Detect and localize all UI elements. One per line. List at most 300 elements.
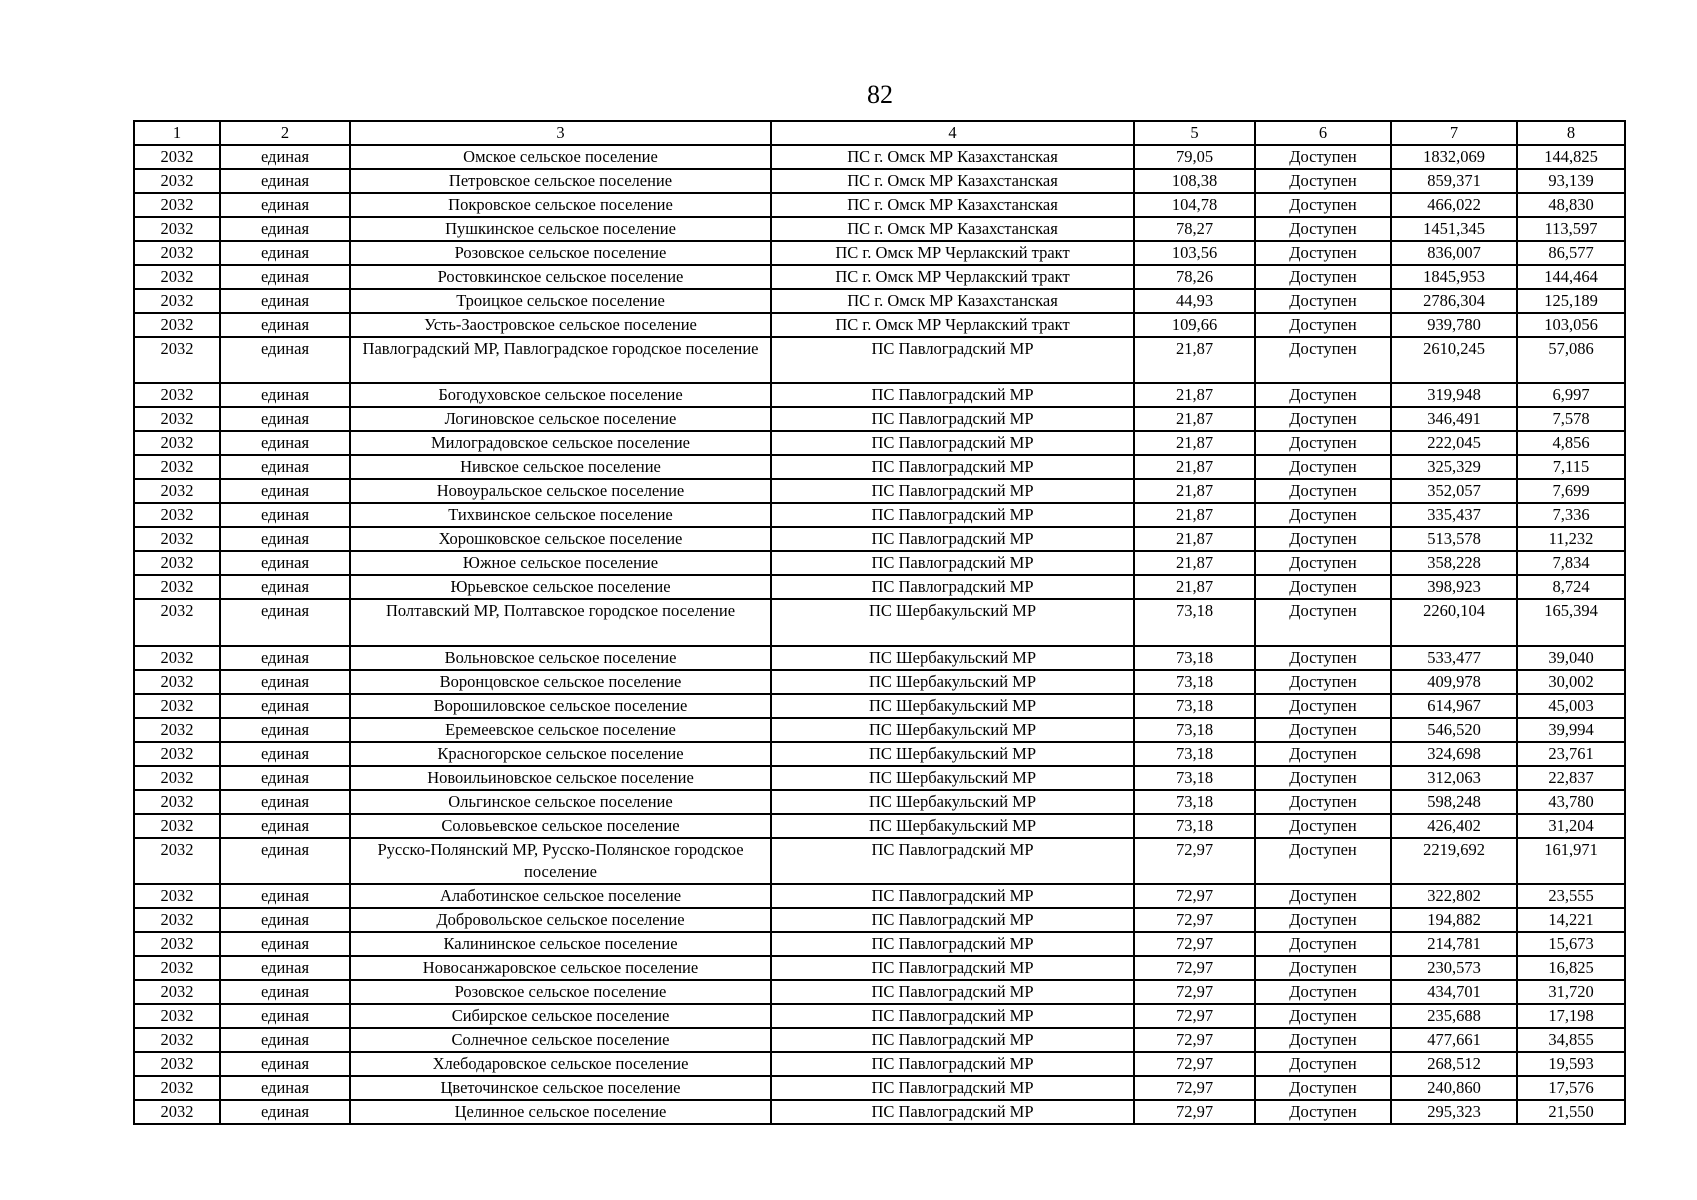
volume-cell: 2786,304 bbox=[1391, 289, 1517, 313]
year-cell: 2032 bbox=[134, 407, 220, 431]
year-cell: 2032 bbox=[134, 956, 220, 980]
substation-cell: ПС Шербакульский МР bbox=[771, 766, 1134, 790]
load-cell: 4,856 bbox=[1517, 431, 1625, 455]
substation-cell: ПС г. Омск МР Черлакский тракт bbox=[771, 313, 1134, 337]
table-row bbox=[134, 599, 1625, 646]
volume-cell: 434,701 bbox=[1391, 980, 1517, 1004]
settlement-cell: Логиновское сельское поселение bbox=[350, 407, 771, 431]
volume-cell: 352,057 bbox=[1391, 479, 1517, 503]
value-cell: 72,97 bbox=[1134, 908, 1255, 932]
value-cell: 73,18 bbox=[1134, 718, 1255, 742]
load-cell: 43,780 bbox=[1517, 790, 1625, 814]
year-cell: 2032 bbox=[134, 884, 220, 908]
variant-cell: единая bbox=[220, 1100, 350, 1124]
table-row bbox=[134, 718, 1625, 742]
volume-cell: 335,437 bbox=[1391, 503, 1517, 527]
year-cell: 2032 bbox=[134, 575, 220, 599]
volume-cell: 312,063 bbox=[1391, 766, 1517, 790]
table-row bbox=[134, 313, 1625, 337]
column-header: 7 bbox=[1391, 121, 1517, 145]
table-row bbox=[134, 814, 1625, 838]
status-cell: Доступен bbox=[1255, 646, 1391, 670]
volume-cell: 240,860 bbox=[1391, 1076, 1517, 1100]
variant-cell: единая bbox=[220, 527, 350, 551]
value-cell: 73,18 bbox=[1134, 646, 1255, 670]
volume-cell: 2610,245 bbox=[1391, 337, 1517, 383]
table-row bbox=[134, 932, 1625, 956]
year-cell: 2032 bbox=[134, 479, 220, 503]
volume-cell: 614,967 bbox=[1391, 694, 1517, 718]
status-cell: Доступен bbox=[1255, 980, 1391, 1004]
table-row bbox=[134, 766, 1625, 790]
substation-cell: ПС Шербакульский МР bbox=[771, 694, 1134, 718]
load-cell: 23,555 bbox=[1517, 884, 1625, 908]
status-cell: Доступен bbox=[1255, 742, 1391, 766]
status-cell: Доступен bbox=[1255, 455, 1391, 479]
variant-cell: единая bbox=[220, 503, 350, 527]
status-cell: Доступен bbox=[1255, 814, 1391, 838]
value-cell: 72,97 bbox=[1134, 838, 1255, 884]
status-cell: Доступен bbox=[1255, 217, 1391, 241]
settlement-cell: Солнечное сельское поселение bbox=[350, 1028, 771, 1052]
year-cell: 2032 bbox=[134, 790, 220, 814]
status-cell: Доступен bbox=[1255, 479, 1391, 503]
status-cell: Доступен bbox=[1255, 838, 1391, 884]
load-cell: 7,834 bbox=[1517, 551, 1625, 575]
substation-cell: ПС г. Омск МР Казахстанская bbox=[771, 193, 1134, 217]
load-cell: 144,825 bbox=[1517, 145, 1625, 169]
table-header-row bbox=[134, 121, 1625, 145]
settlement-cell: Тихвинское сельское поселение bbox=[350, 503, 771, 527]
volume-cell: 426,402 bbox=[1391, 814, 1517, 838]
volume-cell: 230,573 bbox=[1391, 956, 1517, 980]
load-cell: 11,232 bbox=[1517, 527, 1625, 551]
year-cell: 2032 bbox=[134, 838, 220, 884]
load-cell: 57,086 bbox=[1517, 337, 1625, 383]
year-cell: 2032 bbox=[134, 431, 220, 455]
year-cell: 2032 bbox=[134, 313, 220, 337]
variant-cell: единая bbox=[220, 145, 350, 169]
settlement-cell: Калининское сельское поселение bbox=[350, 932, 771, 956]
volume-cell: 1451,345 bbox=[1391, 217, 1517, 241]
table-row bbox=[134, 217, 1625, 241]
load-cell: 45,003 bbox=[1517, 694, 1625, 718]
table-row bbox=[134, 431, 1625, 455]
status-cell: Доступен bbox=[1255, 289, 1391, 313]
settlement-cell: Новосанжаровское сельское поселение bbox=[350, 956, 771, 980]
substation-cell: ПС Павлоградский МР bbox=[771, 455, 1134, 479]
substation-cell: ПС Павлоградский МР bbox=[771, 575, 1134, 599]
volume-cell: 859,371 bbox=[1391, 169, 1517, 193]
variant-cell: единая bbox=[220, 241, 350, 265]
load-cell: 39,994 bbox=[1517, 718, 1625, 742]
settlement-cell: Соловьевское сельское поселение bbox=[350, 814, 771, 838]
substation-cell: ПС Павлоградский МР bbox=[771, 527, 1134, 551]
variant-cell: единая bbox=[220, 694, 350, 718]
substation-cell: ПС Шербакульский МР bbox=[771, 646, 1134, 670]
volume-cell: 598,248 bbox=[1391, 790, 1517, 814]
volume-cell: 358,228 bbox=[1391, 551, 1517, 575]
value-cell: 21,87 bbox=[1134, 455, 1255, 479]
load-cell: 17,198 bbox=[1517, 1004, 1625, 1028]
substation-cell: ПС г. Омск МР Казахстанская bbox=[771, 289, 1134, 313]
substation-cell: ПС Шербакульский МР bbox=[771, 670, 1134, 694]
table-row bbox=[134, 790, 1625, 814]
status-cell: Доступен bbox=[1255, 1028, 1391, 1052]
variant-cell: единая bbox=[220, 455, 350, 479]
load-cell: 14,221 bbox=[1517, 908, 1625, 932]
volume-cell: 322,802 bbox=[1391, 884, 1517, 908]
settlement-cell: Петровское сельское поселение bbox=[350, 169, 771, 193]
year-cell: 2032 bbox=[134, 193, 220, 217]
load-cell: 6,997 bbox=[1517, 383, 1625, 407]
substation-cell: ПС Шербакульский МР bbox=[771, 742, 1134, 766]
load-cell: 125,189 bbox=[1517, 289, 1625, 313]
settlement-cell: Хлебодаровское сельское поселение bbox=[350, 1052, 771, 1076]
table-row bbox=[134, 265, 1625, 289]
substation-cell: ПС Шербакульский МР bbox=[771, 790, 1134, 814]
variant-cell: единая bbox=[220, 337, 350, 383]
year-cell: 2032 bbox=[134, 169, 220, 193]
load-cell: 93,139 bbox=[1517, 169, 1625, 193]
variant-cell: единая bbox=[220, 407, 350, 431]
volume-cell: 546,520 bbox=[1391, 718, 1517, 742]
status-cell: Доступен bbox=[1255, 1004, 1391, 1028]
volume-cell: 194,882 bbox=[1391, 908, 1517, 932]
settlement-cell: Хорошковское сельское поселение bbox=[350, 527, 771, 551]
table-row bbox=[134, 193, 1625, 217]
volume-cell: 939,780 bbox=[1391, 313, 1517, 337]
load-cell: 16,825 bbox=[1517, 956, 1625, 980]
load-cell: 19,593 bbox=[1517, 1052, 1625, 1076]
settlement-cell: Полтавский МР, Полтавское городское поселение bbox=[350, 599, 771, 646]
substation-cell: ПС Павлоградский МР bbox=[771, 431, 1134, 455]
year-cell: 2032 bbox=[134, 1100, 220, 1124]
load-cell: 22,837 bbox=[1517, 766, 1625, 790]
year-cell: 2032 bbox=[134, 1004, 220, 1028]
year-cell: 2032 bbox=[134, 670, 220, 694]
value-cell: 72,97 bbox=[1134, 1004, 1255, 1028]
status-cell: Доступен bbox=[1255, 670, 1391, 694]
volume-cell: 1845,953 bbox=[1391, 265, 1517, 289]
settlement-cell: Сибирское сельское поселение bbox=[350, 1004, 771, 1028]
substation-cell: ПС Павлоградский МР bbox=[771, 1028, 1134, 1052]
variant-cell: единая bbox=[220, 217, 350, 241]
table-row bbox=[134, 980, 1625, 1004]
variant-cell: единая bbox=[220, 1076, 350, 1100]
value-cell: 73,18 bbox=[1134, 694, 1255, 718]
value-cell: 21,87 bbox=[1134, 431, 1255, 455]
status-cell: Доступен bbox=[1255, 169, 1391, 193]
volume-cell: 319,948 bbox=[1391, 383, 1517, 407]
settlement-cell: Воронцовское сельское поселение bbox=[350, 670, 771, 694]
settlement-cell: Павлоградский МР, Павлоградское городское поселение bbox=[350, 337, 771, 383]
table-row bbox=[134, 884, 1625, 908]
settlement-cell: Богодуховское сельское поселение bbox=[350, 383, 771, 407]
year-cell: 2032 bbox=[134, 241, 220, 265]
volume-cell: 346,491 bbox=[1391, 407, 1517, 431]
substation-cell: ПС Павлоградский МР bbox=[771, 932, 1134, 956]
settlement-cell: Нивское сельское поселение bbox=[350, 455, 771, 479]
value-cell: 21,87 bbox=[1134, 383, 1255, 407]
load-cell: 86,577 bbox=[1517, 241, 1625, 265]
substation-cell: ПС Павлоградский МР bbox=[771, 407, 1134, 431]
load-cell: 103,056 bbox=[1517, 313, 1625, 337]
substation-cell: ПС Павлоградский МР bbox=[771, 980, 1134, 1004]
substation-cell: ПС Павлоградский МР bbox=[771, 551, 1134, 575]
load-cell: 7,699 bbox=[1517, 479, 1625, 503]
variant-cell: единая bbox=[220, 908, 350, 932]
settlement-cell: Красногорское сельское поселение bbox=[350, 742, 771, 766]
year-cell: 2032 bbox=[134, 289, 220, 313]
status-cell: Доступен bbox=[1255, 551, 1391, 575]
variant-cell: единая bbox=[220, 1028, 350, 1052]
year-cell: 2032 bbox=[134, 527, 220, 551]
value-cell: 72,97 bbox=[1134, 1028, 1255, 1052]
volume-cell: 409,978 bbox=[1391, 670, 1517, 694]
year-cell: 2032 bbox=[134, 145, 220, 169]
table-row bbox=[134, 527, 1625, 551]
value-cell: 73,18 bbox=[1134, 670, 1255, 694]
variant-cell: единая bbox=[220, 575, 350, 599]
table-row bbox=[134, 1076, 1625, 1100]
settlement-cell: Юрьевское сельское поселение bbox=[350, 575, 771, 599]
variant-cell: единая bbox=[220, 814, 350, 838]
status-cell: Доступен bbox=[1255, 766, 1391, 790]
table-row bbox=[134, 694, 1625, 718]
table-row bbox=[134, 908, 1625, 932]
volume-cell: 214,781 bbox=[1391, 932, 1517, 956]
column-header: 6 bbox=[1255, 121, 1391, 145]
substation-cell: ПС г. Омск МР Казахстанская bbox=[771, 169, 1134, 193]
settlement-cell: Розовское сельское поселение bbox=[350, 980, 771, 1004]
variant-cell: единая bbox=[220, 289, 350, 313]
variant-cell: единая bbox=[220, 551, 350, 575]
status-cell: Доступен bbox=[1255, 313, 1391, 337]
settlement-cell: Южное сельское поселение bbox=[350, 551, 771, 575]
value-cell: 108,38 bbox=[1134, 169, 1255, 193]
table-row bbox=[134, 742, 1625, 766]
year-cell: 2032 bbox=[134, 646, 220, 670]
year-cell: 2032 bbox=[134, 217, 220, 241]
load-cell: 161,971 bbox=[1517, 838, 1625, 884]
status-cell: Доступен bbox=[1255, 431, 1391, 455]
value-cell: 21,87 bbox=[1134, 551, 1255, 575]
value-cell: 79,05 bbox=[1134, 145, 1255, 169]
settlement-cell: Алаботинское сельское поселение bbox=[350, 884, 771, 908]
volume-cell: 2219,692 bbox=[1391, 838, 1517, 884]
substation-cell: ПС Павлоградский МР bbox=[771, 956, 1134, 980]
status-cell: Доступен bbox=[1255, 790, 1391, 814]
settlement-cell: Ольгинское сельское поселение bbox=[350, 790, 771, 814]
value-cell: 73,18 bbox=[1134, 814, 1255, 838]
substation-cell: ПС Павлоградский МР bbox=[771, 884, 1134, 908]
variant-cell: единая bbox=[220, 313, 350, 337]
column-header: 8 bbox=[1517, 121, 1625, 145]
substation-cell: ПС Павлоградский МР bbox=[771, 479, 1134, 503]
substation-cell: ПС Павлоградский МР bbox=[771, 908, 1134, 932]
variant-cell: единая bbox=[220, 646, 350, 670]
variant-cell: единая bbox=[220, 599, 350, 646]
load-cell: 17,576 bbox=[1517, 1076, 1625, 1100]
table-row bbox=[134, 575, 1625, 599]
status-cell: Доступен bbox=[1255, 884, 1391, 908]
substation-cell: ПС г. Омск МР Черлакский тракт bbox=[771, 241, 1134, 265]
volume-cell: 295,323 bbox=[1391, 1100, 1517, 1124]
year-cell: 2032 bbox=[134, 503, 220, 527]
settlement-cell: Русско-Полянский МР, Русско-Полянское городское поселение bbox=[350, 838, 771, 884]
load-cell: 8,724 bbox=[1517, 575, 1625, 599]
load-cell: 7,336 bbox=[1517, 503, 1625, 527]
year-cell: 2032 bbox=[134, 455, 220, 479]
table-row bbox=[134, 551, 1625, 575]
variant-cell: единая bbox=[220, 1004, 350, 1028]
status-cell: Доступен bbox=[1255, 193, 1391, 217]
substation-cell: ПС Шербакульский МР bbox=[771, 814, 1134, 838]
substation-cell: ПС г. Омск МР Казахстанская bbox=[771, 145, 1134, 169]
table-row bbox=[134, 670, 1625, 694]
value-cell: 21,87 bbox=[1134, 527, 1255, 551]
volume-cell: 324,698 bbox=[1391, 742, 1517, 766]
substation-cell: ПС Павлоградский МР bbox=[771, 1100, 1134, 1124]
year-cell: 2032 bbox=[134, 383, 220, 407]
load-cell: 113,597 bbox=[1517, 217, 1625, 241]
table-row bbox=[134, 1004, 1625, 1028]
substation-cell: ПС Павлоградский МР bbox=[771, 1076, 1134, 1100]
value-cell: 72,97 bbox=[1134, 1076, 1255, 1100]
column-header: 3 bbox=[350, 121, 771, 145]
value-cell: 78,26 bbox=[1134, 265, 1255, 289]
value-cell: 72,97 bbox=[1134, 1100, 1255, 1124]
settlement-cell: Целинное сельское поселение bbox=[350, 1100, 771, 1124]
value-cell: 109,66 bbox=[1134, 313, 1255, 337]
variant-cell: единая bbox=[220, 766, 350, 790]
volume-cell: 477,661 bbox=[1391, 1028, 1517, 1052]
volume-cell: 222,045 bbox=[1391, 431, 1517, 455]
settlement-cell: Омское сельское поселение bbox=[350, 145, 771, 169]
value-cell: 21,87 bbox=[1134, 407, 1255, 431]
substation-cell: ПС Шербакульский МР bbox=[771, 599, 1134, 646]
substation-cell: ПС Шербакульский МР bbox=[771, 718, 1134, 742]
value-cell: 44,93 bbox=[1134, 289, 1255, 313]
variant-cell: единая bbox=[220, 1052, 350, 1076]
settlement-cell: Новоуральское сельское поселение bbox=[350, 479, 771, 503]
variant-cell: единая bbox=[220, 193, 350, 217]
table-row bbox=[134, 956, 1625, 980]
status-cell: Доступен bbox=[1255, 241, 1391, 265]
load-cell: 39,040 bbox=[1517, 646, 1625, 670]
year-cell: 2032 bbox=[134, 694, 220, 718]
year-cell: 2032 bbox=[134, 551, 220, 575]
value-cell: 72,97 bbox=[1134, 1052, 1255, 1076]
year-cell: 2032 bbox=[134, 932, 220, 956]
volume-cell: 235,688 bbox=[1391, 1004, 1517, 1028]
value-cell: 72,97 bbox=[1134, 884, 1255, 908]
status-cell: Доступен bbox=[1255, 932, 1391, 956]
settlement-cell: Пушкинское сельское поселение bbox=[350, 217, 771, 241]
table-row bbox=[134, 169, 1625, 193]
status-cell: Доступен bbox=[1255, 694, 1391, 718]
value-cell: 21,87 bbox=[1134, 503, 1255, 527]
volume-cell: 398,923 bbox=[1391, 575, 1517, 599]
load-cell: 165,394 bbox=[1517, 599, 1625, 646]
variant-cell: единая bbox=[220, 790, 350, 814]
value-cell: 78,27 bbox=[1134, 217, 1255, 241]
variant-cell: единая bbox=[220, 479, 350, 503]
settlement-cell: Усть-Заостровское сельское поселение bbox=[350, 313, 771, 337]
year-cell: 2032 bbox=[134, 766, 220, 790]
status-cell: Доступен bbox=[1255, 145, 1391, 169]
settlement-cell: Новоильиновское сельское поселение bbox=[350, 766, 771, 790]
table-body bbox=[134, 145, 1625, 1124]
value-cell: 72,97 bbox=[1134, 980, 1255, 1004]
table-row bbox=[134, 838, 1625, 884]
settlement-cell: Вольновское сельское поселение bbox=[350, 646, 771, 670]
table-row bbox=[134, 646, 1625, 670]
year-cell: 2032 bbox=[134, 1028, 220, 1052]
volume-cell: 513,578 bbox=[1391, 527, 1517, 551]
load-cell: 31,720 bbox=[1517, 980, 1625, 1004]
year-cell: 2032 bbox=[134, 1052, 220, 1076]
value-cell: 73,18 bbox=[1134, 790, 1255, 814]
status-cell: Доступен bbox=[1255, 908, 1391, 932]
volume-cell: 466,022 bbox=[1391, 193, 1517, 217]
substation-cell: ПС Павлоградский МР bbox=[771, 1052, 1134, 1076]
variant-cell: единая bbox=[220, 431, 350, 455]
data-table bbox=[133, 120, 1626, 1125]
substation-cell: ПС Павлоградский МР bbox=[771, 383, 1134, 407]
value-cell: 104,78 bbox=[1134, 193, 1255, 217]
year-cell: 2032 bbox=[134, 742, 220, 766]
variant-cell: единая bbox=[220, 884, 350, 908]
variant-cell: единая bbox=[220, 718, 350, 742]
status-cell: Доступен bbox=[1255, 383, 1391, 407]
settlement-cell: Цветочинское сельское поселение bbox=[350, 1076, 771, 1100]
status-cell: Доступен bbox=[1255, 575, 1391, 599]
settlement-cell: Ворошиловское сельское поселение bbox=[350, 694, 771, 718]
table-row bbox=[134, 479, 1625, 503]
year-cell: 2032 bbox=[134, 718, 220, 742]
load-cell: 15,673 bbox=[1517, 932, 1625, 956]
load-cell: 7,578 bbox=[1517, 407, 1625, 431]
value-cell: 72,97 bbox=[1134, 956, 1255, 980]
column-header: 1 bbox=[134, 121, 220, 145]
load-cell: 23,761 bbox=[1517, 742, 1625, 766]
column-header: 5 bbox=[1134, 121, 1255, 145]
volume-cell: 533,477 bbox=[1391, 646, 1517, 670]
variant-cell: единая bbox=[220, 980, 350, 1004]
load-cell: 144,464 bbox=[1517, 265, 1625, 289]
year-cell: 2032 bbox=[134, 599, 220, 646]
table-row bbox=[134, 145, 1625, 169]
year-cell: 2032 bbox=[134, 1076, 220, 1100]
year-cell: 2032 bbox=[134, 265, 220, 289]
variant-cell: единая bbox=[220, 670, 350, 694]
substation-cell: ПС Павлоградский МР bbox=[771, 503, 1134, 527]
table-row bbox=[134, 1100, 1625, 1124]
settlement-cell: Розовское сельское поселение bbox=[350, 241, 771, 265]
substation-cell: ПС Павлоградский МР bbox=[771, 337, 1134, 383]
settlement-cell: Ростовкинское сельское поселение bbox=[350, 265, 771, 289]
load-cell: 48,830 bbox=[1517, 193, 1625, 217]
settlement-cell: Покровское сельское поселение bbox=[350, 193, 771, 217]
status-cell: Доступен bbox=[1255, 718, 1391, 742]
year-cell: 2032 bbox=[134, 908, 220, 932]
table-row bbox=[134, 337, 1625, 383]
variant-cell: единая bbox=[220, 932, 350, 956]
volume-cell: 2260,104 bbox=[1391, 599, 1517, 646]
status-cell: Доступен bbox=[1255, 265, 1391, 289]
